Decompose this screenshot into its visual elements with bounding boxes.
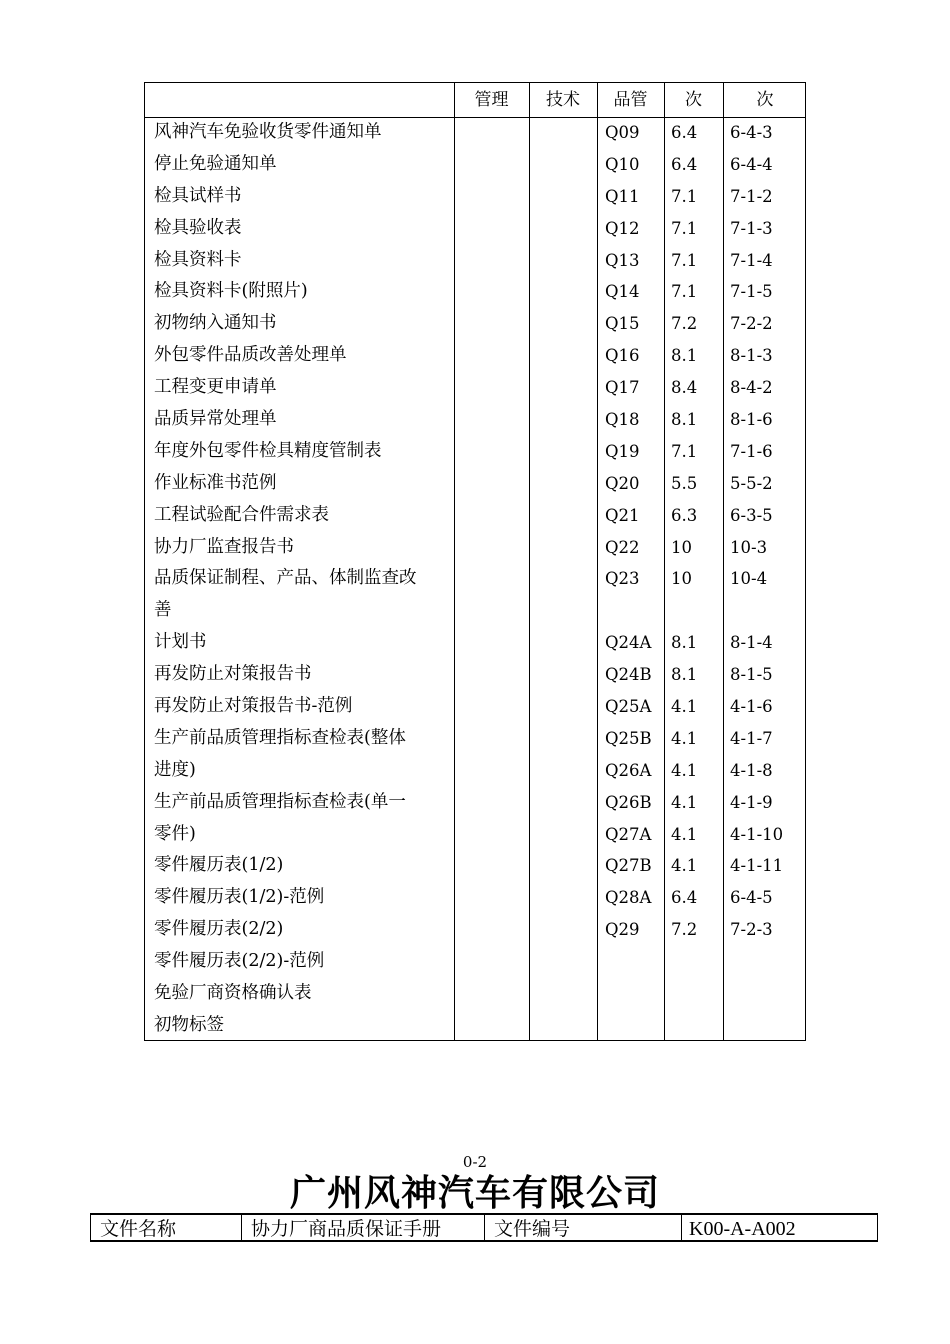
reference-cell: 4-1-8 — [730, 760, 773, 780]
form-name-cell: 协力厂监查报告书 — [154, 536, 294, 557]
form-name-cell: 检具资料卡 — [154, 249, 242, 270]
reference-cell: 6-4-3 — [730, 123, 773, 142]
section-cell: 5.5 — [671, 473, 698, 493]
reference-cell: 6-4-5 — [730, 888, 773, 908]
reference-cell — [730, 595, 806, 627]
form-name-cell: 停止免验通知单 — [154, 153, 277, 174]
form-code-cell: Q28A — [605, 888, 652, 908]
form-name-cell: 检具验收表 — [154, 217, 242, 238]
form-code-cell: Q13 — [605, 250, 640, 270]
form-code-cell: Q10 — [605, 154, 640, 174]
column-divider — [529, 83, 530, 1040]
form-name-cell: 进度) — [154, 759, 196, 780]
section-cell: 6.4 — [671, 154, 698, 174]
section-cell: 6.4 — [671, 888, 698, 908]
form-code-cell: Q21 — [605, 505, 640, 525]
column-divider — [454, 83, 455, 1040]
form-code-cell: Q16 — [605, 346, 640, 366]
section-cell: 8.1 — [671, 665, 698, 685]
reference-cell: 8-4-2 — [730, 378, 773, 398]
form-name-cell: 品质异常处理单 — [154, 409, 277, 430]
section-cell: 4.1 — [671, 728, 698, 748]
reference-cell: 8-1-5 — [730, 665, 773, 685]
section-cell: 8.1 — [671, 346, 698, 366]
form-name-cell: 生产前品质管理指标查检表(单一 — [154, 791, 406, 812]
form-code-cell: Q27A — [605, 824, 652, 844]
reference-cell: 8-1-3 — [730, 346, 773, 366]
reference-cell: 4-1-6 — [730, 697, 773, 717]
doc-name-value: 协力厂商品质保证手册 — [251, 1218, 442, 1240]
form-code-cell: Q26B — [605, 792, 652, 812]
form-code-cell: Q22 — [605, 537, 640, 557]
doc-number-value: K00-A-A002 — [689, 1218, 796, 1240]
form-name-cell: 工程变更申请单 — [154, 377, 277, 398]
section-cell: 7.1 — [671, 282, 698, 302]
reference-cell: 7-1-6 — [730, 441, 773, 461]
form-name-cell: 零件履历表(2/2) — [154, 919, 284, 940]
section-cell: 10 — [671, 537, 692, 557]
form-code-cell: Q25B — [605, 728, 652, 748]
doc-name-label: 文件名称 — [100, 1218, 177, 1240]
reference-cell: 8-1-4 — [730, 633, 773, 653]
form-name-cell: 外包零件品质改善处理单 — [154, 345, 347, 366]
form-code-cell — [605, 595, 667, 627]
header-management: 管理 — [474, 90, 509, 110]
form-code-cell: Q09 — [605, 123, 640, 142]
form-code-cell: Q17 — [605, 378, 640, 398]
forms-index-table — [144, 82, 806, 1041]
form-code-cell: Q15 — [605, 314, 640, 334]
reference-cell: 7-1-5 — [730, 282, 773, 302]
reference-cell: 4-1-11 — [730, 856, 784, 876]
form-name-cell: 初物标签 — [154, 1014, 224, 1035]
reference-cell: 7-2-3 — [730, 920, 773, 940]
section-cell: 4.1 — [671, 856, 698, 876]
form-name-cell: 生产前品质管理指标查检表(整体 — [154, 727, 406, 748]
reference-column — [730, 117, 806, 946]
section-cell: 7.2 — [671, 920, 698, 940]
form-name-cell: 品质保证制程、产品、体制监查改 — [154, 568, 417, 589]
reference-cell: 7-1-3 — [730, 218, 773, 238]
section-cell: 4.1 — [671, 792, 698, 812]
form-name-cell: 零件) — [154, 823, 196, 844]
section-cell: 6.3 — [671, 505, 698, 525]
form-name-column — [154, 117, 454, 1042]
form-name-cell: 善 — [154, 600, 172, 621]
reference-cell: 4-1-9 — [730, 792, 773, 812]
form-name-cell: 零件履历表(2/2)-范例 — [154, 951, 325, 972]
section-cell: 8.4 — [671, 378, 698, 398]
form-code-cell: Q27B — [605, 856, 652, 876]
form-name-cell: 计划书 — [154, 632, 207, 653]
form-code-cell: Q18 — [605, 410, 640, 430]
reference-cell: 7-1-2 — [730, 186, 773, 206]
form-name-cell: 工程试验配合件需求表 — [154, 504, 329, 525]
section-column — [671, 117, 727, 946]
form-name-cell: 检具试样书 — [154, 185, 242, 206]
section-cell: 4.1 — [671, 760, 698, 780]
document-info-table — [90, 1213, 878, 1242]
form-name-cell: 再发防止对策报告书-范例 — [154, 696, 353, 717]
section-cell — [671, 595, 727, 627]
page-number: 0-2 — [462, 1153, 488, 1171]
form-code-cell: Q26A — [605, 760, 652, 780]
form-code-cell: Q24A — [605, 633, 652, 653]
reference-cell: 7-2-2 — [730, 314, 773, 334]
header-quality: 品管 — [613, 90, 648, 110]
form-name-cell: 再发防止对策报告书 — [154, 664, 312, 685]
form-name-cell: 零件履历表(1/2) — [154, 855, 284, 876]
section-cell: 8.1 — [671, 410, 698, 430]
footer-divider — [484, 1215, 485, 1240]
column-divider — [597, 83, 598, 1040]
reference-cell: 5-5-2 — [730, 473, 773, 493]
form-code-cell: Q19 — [605, 441, 640, 461]
doc-number-label: 文件编号 — [494, 1218, 571, 1240]
section-cell: 4.1 — [671, 697, 698, 717]
section-cell: 10 — [671, 569, 692, 589]
section-cell: 7.1 — [671, 250, 698, 270]
section-cell: 7.1 — [671, 441, 698, 461]
reference-cell: 10-4 — [730, 569, 768, 589]
header-revision-1: 次 — [685, 90, 702, 110]
form-code-cell: Q29 — [605, 920, 640, 940]
form-name-cell: 年度外包零件检具精度管制表 — [154, 440, 382, 461]
form-name-cell: 检具资料卡(附照片) — [154, 281, 308, 302]
form-code-cell: Q25A — [605, 697, 652, 717]
footer-divider — [241, 1215, 242, 1240]
form-code-cell: Q11 — [605, 186, 640, 206]
reference-cell: 10-3 — [730, 537, 768, 557]
form-name-cell: 作业标准书范例 — [154, 472, 277, 493]
form-name-cell: 初物纳入通知书 — [154, 313, 277, 334]
section-cell: 7.1 — [671, 186, 698, 206]
reference-cell: 7-1-4 — [730, 250, 773, 270]
reference-cell: 4-1-7 — [730, 728, 773, 748]
company-name: 广州风神汽车有限公司 — [289, 1172, 660, 1214]
header-revision-2: 次 — [756, 90, 774, 110]
form-code-cell: Q20 — [605, 473, 640, 493]
reference-cell: 4-1-10 — [730, 824, 784, 844]
form-name-cell: 免验厂商资格确认表 — [154, 983, 312, 1004]
form-code-column — [605, 117, 667, 946]
section-cell: 7.1 — [671, 218, 698, 238]
footer-divider — [681, 1215, 682, 1240]
form-name-cell: 风神汽车免验收货零件通知单 — [154, 122, 382, 142]
form-code-cell: Q12 — [605, 218, 640, 238]
form-code-cell: Q23 — [605, 569, 640, 589]
header-technology: 技术 — [546, 90, 580, 110]
reference-cell: 6-3-5 — [730, 505, 773, 525]
section-cell: 8.1 — [671, 633, 698, 653]
section-cell: 7.2 — [671, 314, 698, 334]
form-name-cell: 零件履历表(1/2)-范例 — [154, 887, 325, 908]
form-code-cell: Q24B — [605, 665, 652, 685]
form-code-cell: Q14 — [605, 282, 640, 302]
reference-cell: 8-1-6 — [730, 410, 773, 430]
section-cell: 4.1 — [671, 824, 698, 844]
section-cell: 6.4 — [671, 123, 698, 142]
reference-cell: 6-4-4 — [730, 154, 773, 174]
